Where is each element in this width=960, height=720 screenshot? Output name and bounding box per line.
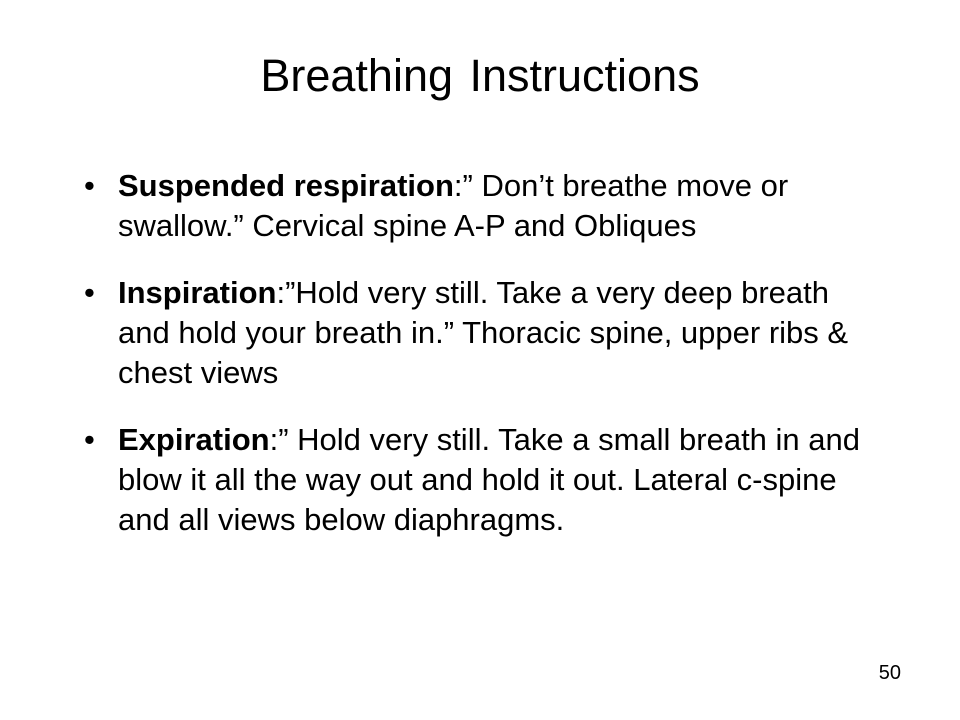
bullet-term: Expiration [118,422,270,457]
bullet-list [118,166,878,567]
bullet-text: :” Don’t breathe move or swallow.” Cervical spine A-P and Obliques [118,168,789,243]
bullet-item-inspiration [118,273,878,393]
bullet-item-suspended-respiration [118,166,878,246]
page-number: 50 [878,662,901,684]
bullet-text: :”Hold very still. Take a very deep breath and hold your breath in.” Thoracic spine, upper ribs & chest views [118,275,849,390]
bullet-term: Suspended respiration [118,168,454,203]
bullet-term: Inspiration [118,275,277,310]
slide-title: Breathing Instructions [260,50,700,101]
bullet-item-expiration [118,420,878,540]
bullet-text: :” Hold very still. Take a small breath in and blow it all the way out and hold it out. Lateral c-spine and all views below diaphragms. [118,422,861,537]
